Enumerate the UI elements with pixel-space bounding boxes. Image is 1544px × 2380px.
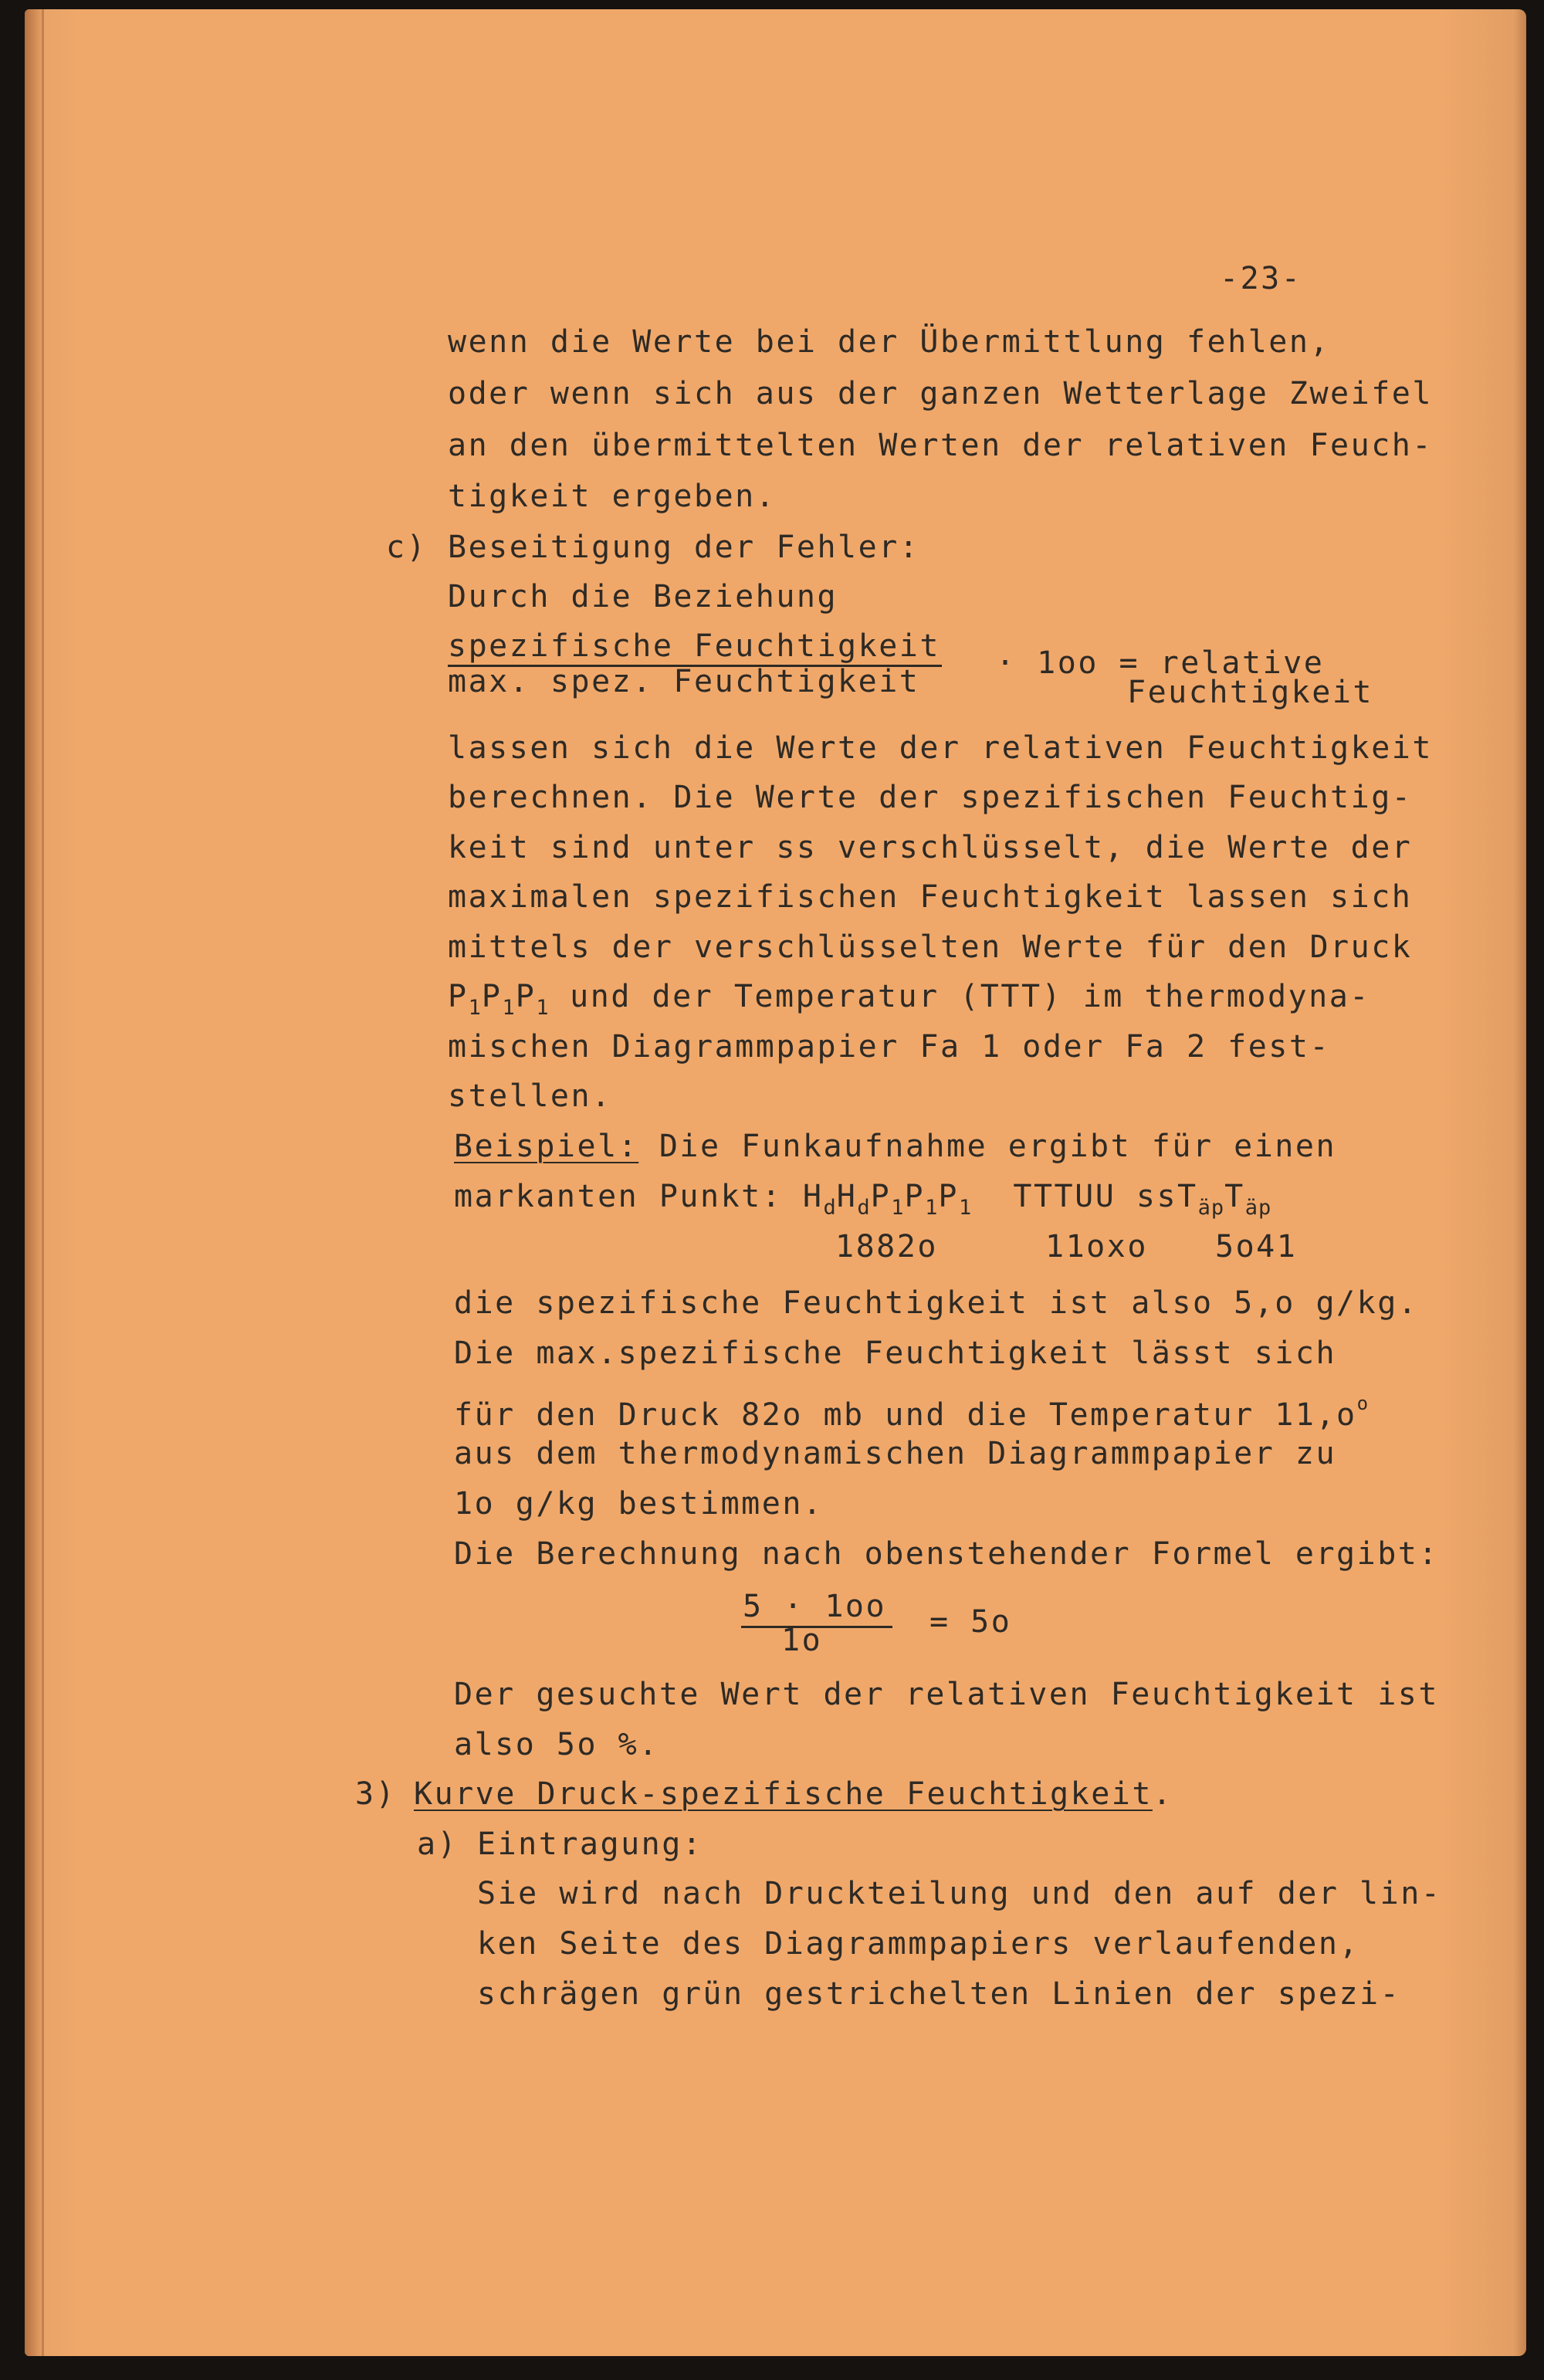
text-line: Durch die Beziehung: [448, 579, 838, 614]
example-value: 1882o: [835, 1229, 938, 1264]
text-line: 1o g/kg bestimmen.: [454, 1486, 824, 1522]
text-line: tigkeit ergeben.: [448, 479, 777, 514]
text-line: für den Druck 82o mb und die Temperatur $11,o^o$: [454, 1393, 1370, 1433]
calc-numerator: 5 · 1oo: [743, 1589, 887, 1624]
text-line: oder wenn sich aus der ganzen Wetterlage Zweifel: [448, 376, 1433, 411]
example-line: Beispiel: Die Funkaufnahme ergibt für einen: [454, 1129, 1337, 1164]
calc-result: = 5o: [929, 1604, 1012, 1640]
formula-denominator: max. spez. Feuchtigkeit: [448, 664, 920, 699]
text-line: also 5o %.: [454, 1727, 659, 1762]
formula-numerator: spezifische Feuchtigkeit: [448, 628, 940, 664]
section-label-a: a): [417, 1826, 459, 1862]
example-line: markanten Punkt: $H_dH_dP_1P_1P_1$ TTTUU $ssT_{äp}T_{äp}$: [454, 1179, 1272, 1220]
formula-factor: · 1oo = relative: [996, 645, 1325, 681]
section-heading-a: Eintragung:: [477, 1826, 703, 1862]
text-line: mittels der verschlüsselten Werte für den Druck: [448, 929, 1413, 965]
text-line: aus dem thermodynamischen Diagrammpapier zu: [454, 1436, 1337, 1471]
text-line: Die Berechnung nach obenstehender Formel ergibt:: [454, 1536, 1439, 1572]
text-line: berechnen. Die Werte der spezifischen Feuchtig-: [448, 780, 1413, 815]
text-line: die spezifische Feuchtigkeit ist also 5,o g/kg.: [454, 1285, 1419, 1321]
text-line: mischen Diagrammpapier Fa 1 oder Fa 2 fest-: [448, 1029, 1331, 1065]
page-fold: [42, 9, 44, 2356]
text-line: keit sind unter ss verschlüsselt, die Werte der: [448, 830, 1413, 865]
example-value: 5o41: [1215, 1229, 1298, 1264]
section-title-3: Kurve Druck-spezifische Feuchtigkeit.: [414, 1776, 1173, 1812]
text-line: lassen sich die Werte der relativen Feuchtigkeit: [448, 730, 1433, 766]
text-line: maximalen spezifischen Feuchtigkeit lassen sich: [448, 879, 1413, 915]
text-line: Der gesuchte Wert der relativen Feuchtigkeit ist: [454, 1677, 1439, 1712]
page-edge-shadow: [1514, 9, 1526, 2356]
text-line: ken Seite des Diagrammpapiers verlaufenden,: [477, 1926, 1360, 1962]
page-number: -23-: [1220, 261, 1302, 296]
calc-denominator: 1o: [781, 1623, 823, 1658]
binding-spine: [25, 9, 42, 2356]
example-label: Beispiel:: [454, 1129, 639, 1164]
document-page: [25, 9, 1526, 2356]
text-line: stellen.: [448, 1078, 612, 1114]
section-heading-c: Beseitigung der Fehler:: [448, 530, 920, 565]
formula-result: Feuchtigkeit: [1127, 675, 1373, 710]
text-line: wenn die Werte bei der Übermittlung fehlen,: [448, 324, 1331, 360]
example-value: 11oxo: [1045, 1229, 1148, 1264]
section-label-3: 3): [355, 1776, 397, 1812]
text-line: Sie wird nach Druckteilung und den auf der lin-: [477, 1876, 1442, 1911]
text-line: $P_1P_1P_1$ und der Temperatur (TTT) im thermodyna-: [448, 979, 1370, 1020]
text-line: an den übermittelten Werten der relativen Feuch-: [448, 428, 1433, 463]
section-label-c: c): [386, 530, 428, 565]
text-line: schrägen grün gestrichelten Linien der spezi-: [477, 1976, 1401, 2012]
text-line: Die max.spezifische Feuchtigkeit lässt sich: [454, 1336, 1337, 1371]
